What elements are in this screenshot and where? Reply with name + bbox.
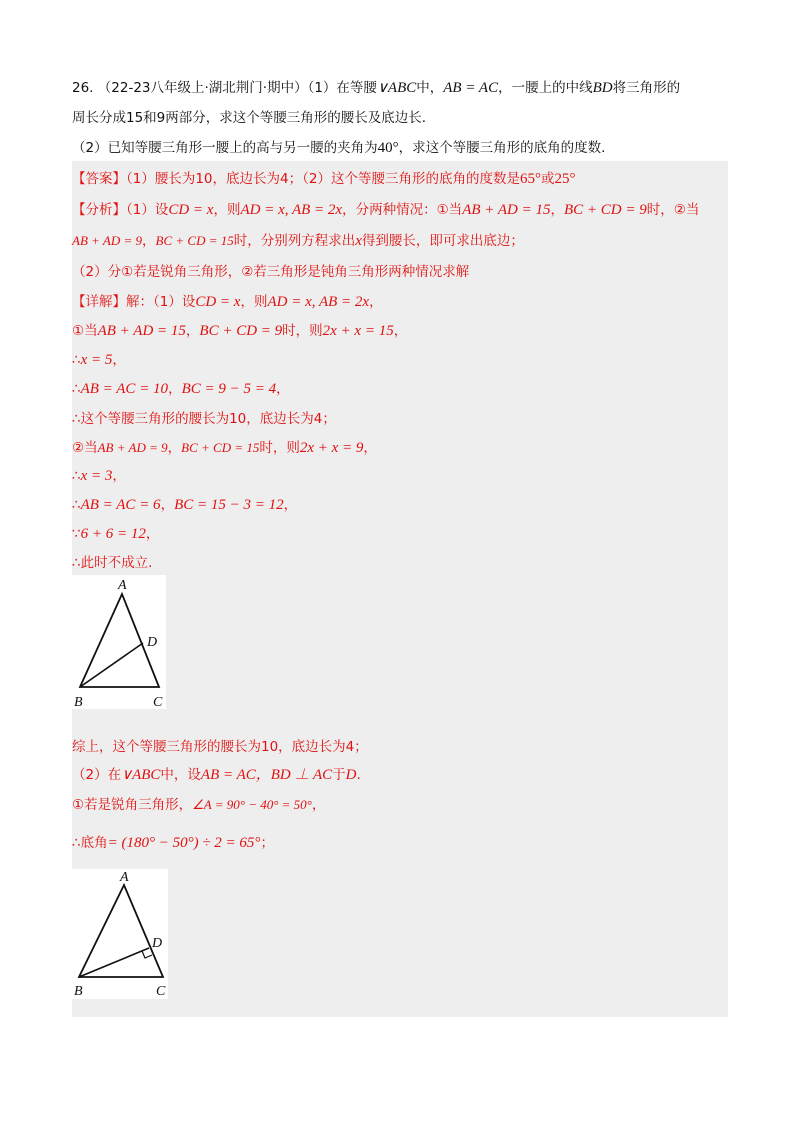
question-line-1: 26. （22-23八年级上·湖北荆门·期中）（1）在等腰∨ABC中，AB = AC，一腰上的中线BD将三角形的 xyxy=(72,80,681,96)
question-line-3: （2）已知等腰三角形一腰上的高与另一腰的夹角为40°，求这个等腰三角形的底角的度数. xyxy=(72,140,606,156)
question-line-2: 周长分成15和9两部分，求这个等腰三角形的腰长及底边长. xyxy=(72,110,427,126)
detail-line-3: ∴x = 5， xyxy=(72,352,126,368)
analysis-line-1: 【分析】（1）设CD = x，则AD = x, AB = 2x，分两种情况：①当AB + AD = 15，BC + CD = 9时，②当 xyxy=(72,202,700,218)
label-c-2: C xyxy=(156,984,166,999)
altitude-bd-2 xyxy=(79,948,149,977)
analysis-line-2: AB + AD = 9，BC + CD = 15时，分别列方程求出x得到腰长，即可求出底边； xyxy=(72,233,524,249)
label-b-1: B xyxy=(74,695,83,709)
detail-line-10: ∴此时不成立. xyxy=(72,555,153,571)
detail-line-7: ∴x = 3， xyxy=(72,468,126,484)
right-angle-mark xyxy=(142,951,152,958)
answer-line: 【答案】（1）腰长为10，底边长为4；（2）这个等腰三角形的底角的度数是65°或25° xyxy=(72,171,576,187)
detail-tag: 【详解】 xyxy=(72,294,126,310)
label-d-1: D xyxy=(147,635,158,650)
detail-line-12: （2）在∨ABC中，设AB = AC，BD ⊥ AC于D. xyxy=(72,767,361,783)
detail-line-4: ∴AB = AC = 10，BC = 9 − 5 = 4， xyxy=(72,381,290,397)
detail-line-5: ∴这个等腰三角形的腰长为10，底边长为4； xyxy=(72,411,336,427)
label-d-2: D xyxy=(152,936,163,951)
triangle-figure-1 xyxy=(72,575,166,709)
triangle-figure-2 xyxy=(72,869,168,999)
detail-line-2: ①当AB + AD = 15，BC + CD = 9时，则2x + x = 15， xyxy=(72,323,408,339)
detail-line-1: 【详解】解：（1）设CD = x，则AD = x, AB = 2x， xyxy=(72,294,383,310)
question-number: 26. xyxy=(72,80,94,96)
detail-line-8: ∴AB = AC = 6，BC = 15 − 3 = 12， xyxy=(72,497,298,513)
answer-tag: 【答案】 xyxy=(72,171,126,187)
detail-line-9: ∵6 + 6 = 12， xyxy=(72,526,160,542)
label-a-1: A xyxy=(118,578,127,593)
triangle-abc-2 xyxy=(79,885,163,977)
label-a-2: A xyxy=(120,870,129,885)
detail-line-13: ①若是锐角三角形，∠A = 90° − 40° = 50°， xyxy=(72,797,326,813)
detail-line-14: ∴底角= (180° − 50°) ÷ 2 = 65°； xyxy=(72,835,274,851)
analysis-tag: 【分析】 xyxy=(72,202,126,218)
analysis-line-3: （2）分①若是锐角三角形，②若三角形是钝角三角形两种情况求解 xyxy=(72,264,470,280)
detail-line-11: 综上，这个等腰三角形的腰长为10，底边长为4； xyxy=(72,739,368,755)
label-b-2: B xyxy=(74,984,83,999)
detail-line-6: ②当AB + AD = 9，BC + CD = 15时，则2x + x = 9， xyxy=(72,440,377,456)
label-c-1: C xyxy=(153,695,163,709)
question-source: （22-23八年级上·湖北荆门·期中） xyxy=(97,80,308,96)
